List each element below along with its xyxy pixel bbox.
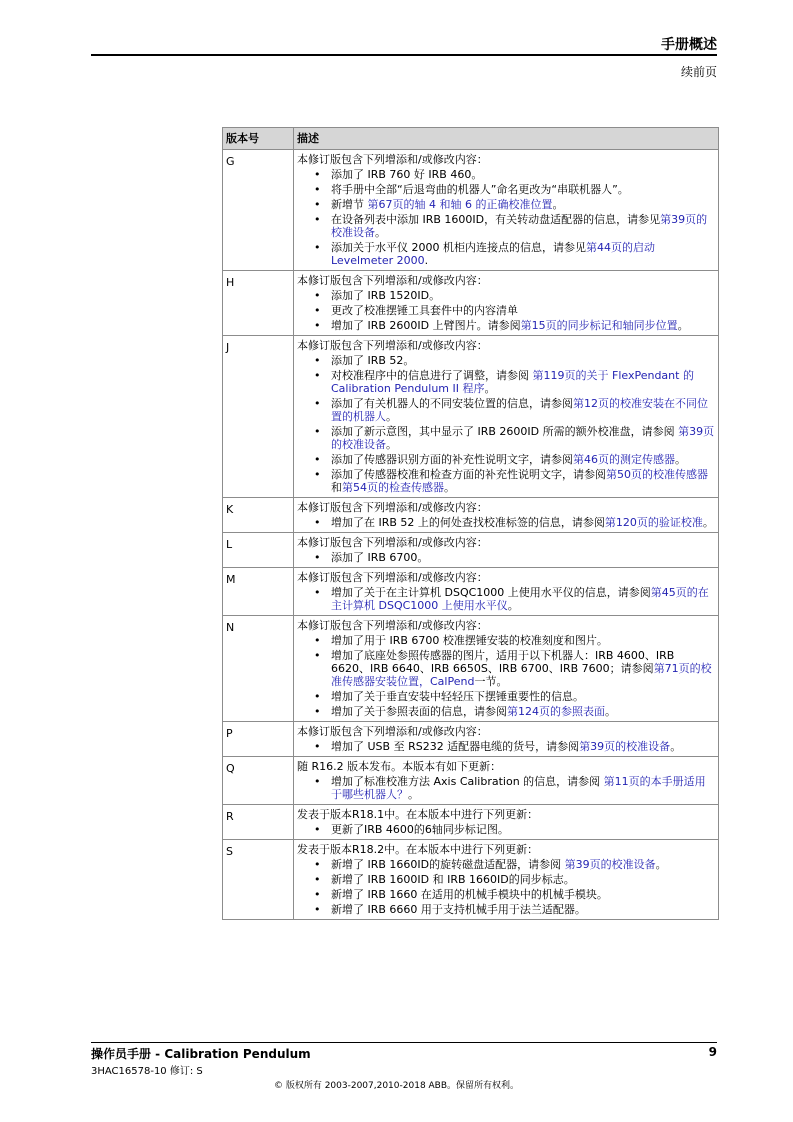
- change-text: 在设备列表中添加 IRB 1600ID，有关转动盘适配器的信息，请参见: [331, 213, 661, 226]
- change-text: 增加了关于参照表面的信息，请参阅: [331, 705, 507, 718]
- change-list-item: [331, 354, 715, 367]
- copyright-notice: © 版权所有 2003-2007,2010-2018 ABB。保留所有权利。: [273, 1081, 520, 1091]
- revision-description-cell: [294, 150, 719, 271]
- change-text: 一节。: [474, 675, 508, 688]
- change-text: 新增了 IRB 1660ID的旋转磁盘适配器，请参阅: [331, 858, 565, 871]
- revision-intro-text: 发表于版本R18.1中。在本版本中进行下列更新：: [297, 808, 539, 821]
- change-list: [297, 634, 715, 718]
- revision-version-cell: H: [223, 271, 294, 336]
- change-list-item: [331, 319, 715, 332]
- revision-intro-text: 本修订版包含下列增添和/或修改内容：: [297, 619, 488, 632]
- change-text: 新增了 IRB 6660 用于支持机械手用于法兰适配器。: [331, 903, 586, 916]
- revision-description-cell: [294, 757, 719, 805]
- change-text: 。: [675, 453, 686, 466]
- table-row: [223, 336, 719, 498]
- cross-reference-link[interactable]: 第39页的校准设备: [564, 858, 656, 871]
- cross-reference-link[interactable]: 第119页的关于 FlexPendant 的 Calibration Pendulum II 程序: [331, 369, 694, 395]
- table-row: [223, 757, 719, 805]
- change-list-item: [331, 823, 715, 836]
- table-row: [223, 533, 719, 568]
- revision-description-cell: [294, 533, 719, 568]
- revision-version-cell: J: [223, 336, 294, 498]
- footer-divider: [91, 1042, 717, 1043]
- change-list: [297, 740, 715, 753]
- change-list: [297, 289, 715, 332]
- change-text: 对校准程序中的信息进行了调整，请参阅: [331, 369, 533, 382]
- change-text: 。: [375, 226, 386, 239]
- table-row: [223, 568, 719, 616]
- revision-version-cell: Q: [223, 757, 294, 805]
- change-text: 增加了 USB 至 RS232 适配器电缆的货号，请参阅: [331, 740, 580, 753]
- change-text: 新增节: [331, 198, 368, 211]
- revision-description-cell: [294, 805, 719, 840]
- change-text: 。: [408, 788, 419, 801]
- cross-reference-link[interactable]: 第120页的验证校准: [604, 516, 703, 529]
- change-text: 新增了 IRB 1660 在适用的机械手模块中的机械手模块。: [331, 888, 608, 901]
- change-text: 添加了 IRB 52。: [331, 354, 415, 367]
- revision-intro-text: 本修订版包含下列增添和/或修改内容：: [297, 274, 488, 287]
- change-list-item: [331, 241, 715, 267]
- change-list-item: [331, 453, 715, 466]
- change-text: 添加了传感器识别方面的补充性说明文字，请参阅: [331, 453, 573, 466]
- change-text: 更改了校准摆锤工具套件中的内容清单: [331, 304, 518, 317]
- change-list-item: [331, 705, 715, 718]
- column-header-version: 版本号: [223, 128, 294, 150]
- change-text: 。: [507, 599, 519, 612]
- change-list: [297, 168, 715, 267]
- change-text: .: [424, 254, 429, 267]
- change-text: 。: [670, 740, 682, 753]
- change-list-item: [331, 586, 715, 612]
- change-text: 。: [552, 198, 564, 211]
- cross-reference-link[interactable]: 第124页的参照表面: [507, 705, 605, 718]
- change-text: 。: [386, 438, 397, 451]
- change-text: 。: [386, 410, 397, 423]
- cross-reference-link[interactable]: 第11页的本手册适用于哪些机器人？: [331, 775, 706, 801]
- revision-version-cell: N: [223, 616, 294, 722]
- change-text: 。: [444, 481, 455, 494]
- change-list-item: [331, 369, 715, 395]
- change-list-item: [331, 183, 715, 196]
- revision-version-cell: S: [223, 840, 294, 920]
- page-number: 9: [708, 1045, 717, 1059]
- revision-description-cell: [294, 271, 719, 336]
- revision-description-cell: [294, 722, 719, 757]
- change-text: 增加了关于垂直安装中轻轻压下摆锤重要性的信息。: [331, 690, 584, 703]
- revision-intro-text: 发表于版本R18.2中。在本版本中进行下列更新：: [297, 843, 539, 856]
- change-text: 更新了IRB 4600的6轴同步标记图。: [331, 823, 509, 836]
- manual-title: 操作员手册 - Calibration Pendulum: [91, 1047, 311, 1061]
- table-row: [223, 722, 719, 757]
- change-list: [297, 858, 715, 916]
- cross-reference-link[interactable]: 第50页的校准传感器: [606, 468, 708, 481]
- change-list-item: [331, 425, 715, 451]
- change-list-item: [331, 775, 715, 801]
- change-text: 添加了 IRB 1520ID。: [331, 289, 441, 302]
- change-list-item: [331, 397, 715, 423]
- table-row: [223, 150, 719, 271]
- change-text: 和: [331, 481, 342, 494]
- change-text: 。: [605, 705, 616, 718]
- change-list-item: [331, 873, 715, 886]
- revision-intro-text: 本修订版包含下列增添和/或修改内容：: [297, 153, 488, 166]
- change-list-item: [331, 858, 715, 871]
- change-text: 新增了 IRB 1600ID 和 IRB 1660ID的同步标志。: [331, 873, 575, 886]
- revision-intro-text: 本修订版包含下列增添和/或修改内容：: [297, 339, 488, 352]
- change-list-item: [331, 888, 715, 901]
- revision-description-cell: [294, 840, 719, 920]
- change-list-item: [331, 213, 715, 239]
- revision-version-cell: P: [223, 722, 294, 757]
- revision-intro-text: 本修订版包含下列增添和/或修改内容：: [297, 725, 488, 738]
- change-text: 增加了关于在主计算机 DSQC1000 上使用水平仪的信息，请参阅: [331, 586, 651, 599]
- revision-intro-text: 本修订版包含下列增添和/或修改内容：: [297, 536, 488, 549]
- cross-reference-link[interactable]: 第15页的同步标记和轴同步位置: [520, 319, 678, 332]
- change-text: 。: [702, 516, 714, 529]
- change-list-item: [331, 168, 715, 181]
- change-list-item: [331, 551, 715, 564]
- table-header-row: [223, 128, 719, 150]
- section-title: 手册概述: [661, 37, 717, 53]
- table-row: [223, 498, 719, 533]
- revision-description-cell: [294, 498, 719, 533]
- change-list: [297, 775, 715, 801]
- change-text: 增加了在 IRB 52 上的何处查找校准标签的信息，请参阅: [331, 516, 605, 529]
- change-text: 增加了用于 IRB 6700 校准摆锤安装的校准刻度和图片。: [331, 634, 608, 647]
- table-row: [223, 805, 719, 840]
- change-list: [297, 516, 715, 529]
- revision-intro-text: 本修订版包含下列增添和/或修改内容：: [297, 501, 488, 514]
- change-text: 添加了有关机器人的不同安装位置的信息，请参阅: [331, 397, 573, 410]
- cross-reference-link[interactable]: 第39页的校准设备: [331, 213, 708, 239]
- change-list: [297, 551, 715, 564]
- change-list-item: [331, 903, 715, 916]
- change-list-item: [331, 740, 715, 753]
- cross-reference-link[interactable]: 第45页的在主计算机 DSQC1000 上使用水平仪: [331, 586, 709, 612]
- change-list-item: [331, 198, 715, 211]
- change-list-item: [331, 468, 715, 494]
- cross-reference-link[interactable]: 第67页的轴 4 和轴 6 的正确校准位置: [367, 198, 553, 211]
- revision-version-cell: L: [223, 533, 294, 568]
- change-list-item: [331, 304, 715, 317]
- change-list: [297, 354, 715, 494]
- revision-description-cell: [294, 336, 719, 498]
- continued-label: 续前页: [680, 65, 717, 79]
- change-text: 。: [677, 319, 689, 332]
- cross-reference-link[interactable]: 第12页的校准安装在不同位置的机器人: [331, 397, 708, 423]
- change-text: 添加了传感器校准和检查方面的补充性说明文字，请参阅: [331, 468, 606, 481]
- cross-reference-link[interactable]: 第44页的启动 Levelmeter 2000: [331, 241, 655, 267]
- table-row: [223, 616, 719, 722]
- revision-version-cell: K: [223, 498, 294, 533]
- change-list: [297, 586, 715, 612]
- change-text: 增加了标准校准方法 Axis Calibration 的信息，请参阅: [331, 775, 604, 788]
- document-id: 3HAC16578-10 修订: S: [91, 1066, 203, 1077]
- change-text: 添加了新示意图，其中显示了 IRB 2600ID 所需的额外校准盘，请参阅: [331, 425, 679, 438]
- change-list-item: [331, 634, 715, 647]
- change-list-item: [331, 690, 715, 703]
- revision-intro-text: 本修订版包含下列增添和/或修改内容：: [297, 571, 488, 584]
- cross-reference-link[interactable]: 第39页的校准设备: [579, 740, 671, 753]
- change-text: 增加了底座处参照传感器的图片，适用于以下机器人：IRB 4600、IRB 6620、IRB 6640、IRB 6650S、IRB 6700、IRB 7600；请参阅: [331, 649, 675, 675]
- change-text: 添加了 IRB 6700。: [331, 551, 429, 564]
- change-text: 将手册中全部“后退弯曲的机器人”命名更改为“串联机器人”。: [331, 183, 629, 196]
- revision-version-cell: G: [223, 150, 294, 271]
- revision-description-cell: [294, 568, 719, 616]
- cross-reference-link[interactable]: 第46页的测定传感器: [573, 453, 675, 466]
- header-divider: [91, 54, 717, 56]
- cross-reference-link[interactable]: 第39页的校准设备: [331, 425, 715, 451]
- change-list-item: [331, 289, 715, 302]
- change-list-item: [331, 649, 715, 688]
- change-text: 。: [655, 858, 667, 871]
- column-header-description: 描述: [294, 128, 719, 150]
- cross-reference-link[interactable]: 第54页的检查传感器: [342, 481, 444, 494]
- table-row: [223, 840, 719, 920]
- change-text: 。: [484, 382, 496, 395]
- revision-description-cell: [294, 616, 719, 722]
- change-text: 添加关于水平仪 2000 机柜内连接点的信息，请参见: [331, 241, 586, 254]
- change-text: 添加了 IRB 760 好 IRB 460。: [331, 168, 483, 181]
- cross-reference-link[interactable]: 第71页的校准传感器安装位置，CalPend: [331, 662, 712, 688]
- revision-table: [222, 127, 719, 920]
- revision-version-cell: M: [223, 568, 294, 616]
- change-list: [297, 823, 715, 836]
- revision-table-body: [223, 150, 719, 920]
- revision-intro-text: 随 R16.2 版本发布。本版本有如下更新：: [297, 760, 502, 773]
- change-text: 增加了 IRB 2600ID 上臂图片。请参阅: [331, 319, 521, 332]
- table-row: [223, 271, 719, 336]
- revision-version-cell: R: [223, 805, 294, 840]
- change-list-item: [331, 516, 715, 529]
